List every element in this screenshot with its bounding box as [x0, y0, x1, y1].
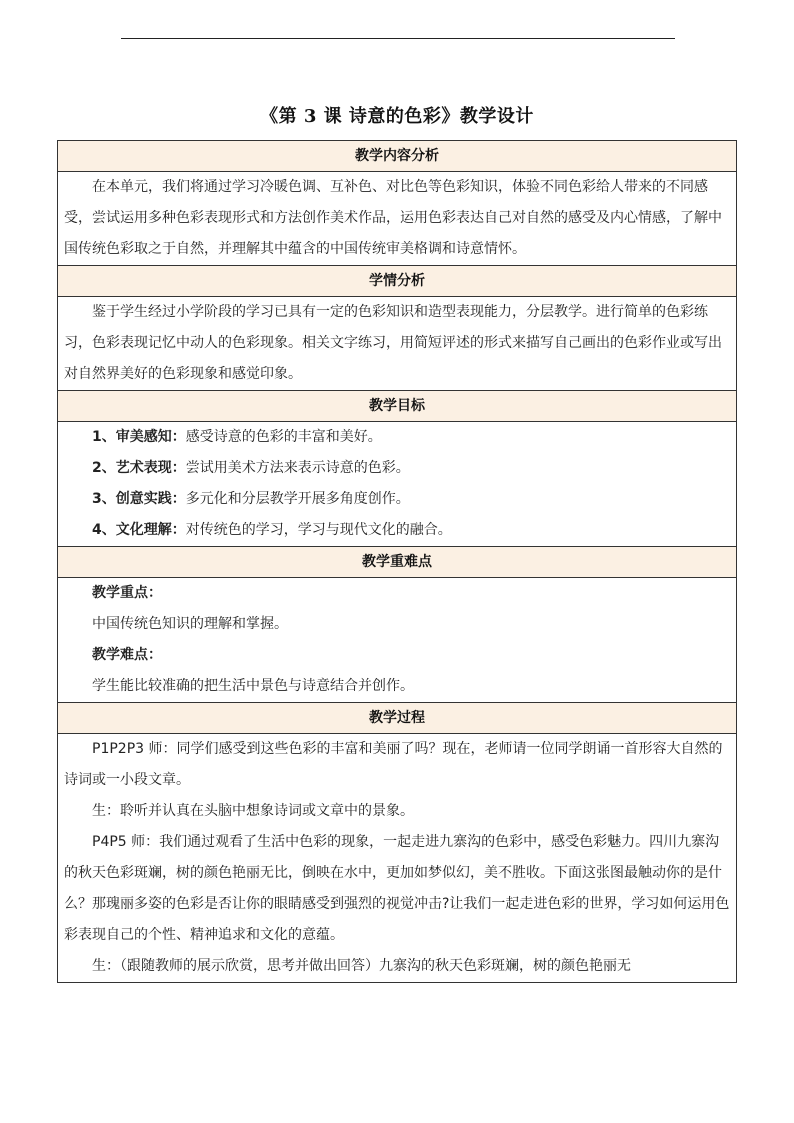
section-heading-learner-analysis: 学情分析 [58, 266, 737, 297]
objective-item [64, 453, 730, 484]
difficulty-label: 教学难点： [92, 647, 162, 663]
section-body-content-analysis [58, 172, 737, 266]
paragraph: 生：（跟随教师的展示欣赏，思考并做出回答）九寨沟的秋天色彩斑斓，树的颜色艳丽无 [92, 958, 631, 974]
section-body-objectives [58, 422, 737, 547]
objective-item [64, 515, 730, 546]
lesson-plan-table [57, 140, 737, 983]
objective-item [64, 484, 730, 515]
objective-label: 1、审美感知： [92, 429, 186, 445]
page-header-rule [121, 38, 675, 39]
difficulty-text: 学生能比较准确的把生活中景色与诗意结合并创作。 [92, 678, 414, 694]
section-body-learner-analysis [58, 297, 737, 391]
objective-label: 2、艺术表现： [92, 460, 186, 476]
objective-label: 3、创意实践： [92, 491, 186, 507]
paragraph: P4P5 师：我们通过观看了生活中色彩的现象，一起走进九寨沟的色彩中，感受色彩魅力。四川九寨沟的秋天色彩斑斓，树的颜色艳丽无比，倒映在水中，更加如梦似幻，美不胜收。下面这张图最触动你的是什么？那瑰丽多姿的色彩是否让你的眼睛感受到强烈的视觉冲击?让我们一起走进色彩的世界，学习如何运用色彩表现自己的个性、精神追求和文化的意蕴。 [64, 834, 730, 943]
section-body-process [58, 734, 737, 983]
objective-text: 多元化和分层教学开展多角度创作。 [185, 491, 410, 507]
section-heading-content-analysis: 教学内容分析 [58, 141, 737, 172]
objective-item [64, 422, 730, 453]
paragraph: P1P2P3 师：同学们感受到这些色彩的丰富和美丽了吗？现在，老师请一位同学朗诵一首形容大自然的诗词或一小段文章。 [64, 741, 723, 788]
paragraph: 鉴于学生经过小学阶段的学习已具有一定的色彩知识和造型表现能力，分层教学。进行简单的色彩练习，色彩表现记忆中动人的色彩现象。相关文字练习，用简短评述的形式来描写自己画出的色彩作业或写出对自然界美好的色彩现象和感觉印象。 [64, 304, 722, 382]
objective-text: 尝试用美术方法来表示诗意的色彩。 [185, 460, 410, 476]
section-heading-key-points: 教学重难点 [58, 547, 737, 578]
objective-label: 4、文化理解： [92, 522, 186, 538]
focus-text: 中国传统色知识的理解和掌握。 [92, 616, 288, 632]
section-body-key-points [58, 578, 737, 703]
paragraph: 在本单元，我们将通过学习冷暖色调、互补色、对比色等色彩知识，体验不同色彩给人带来的不同感受，尝试运用多种色彩表现形式和方法创作美术作品，运用色彩表达自己对自然的感受及内心情感，了解中国传统色彩取之于自然，并理解其中蕴含的中国传统审美格调和诗意情怀。 [64, 179, 722, 257]
section-heading-process: 教学过程 [58, 703, 737, 734]
paragraph: 生：聆听并认真在头脑中想象诗词或文章中的景象。 [92, 803, 414, 819]
document-title: 《第 3 课 诗意的色彩》教学设计 [260, 106, 534, 127]
objective-text: 对传统色的学习，学习与现代文化的融合。 [185, 522, 452, 538]
focus-label: 教学重点： [92, 585, 162, 601]
section-heading-objectives: 教学目标 [58, 391, 737, 422]
objective-text: 感受诗意的色彩的丰富和美好。 [185, 429, 382, 445]
